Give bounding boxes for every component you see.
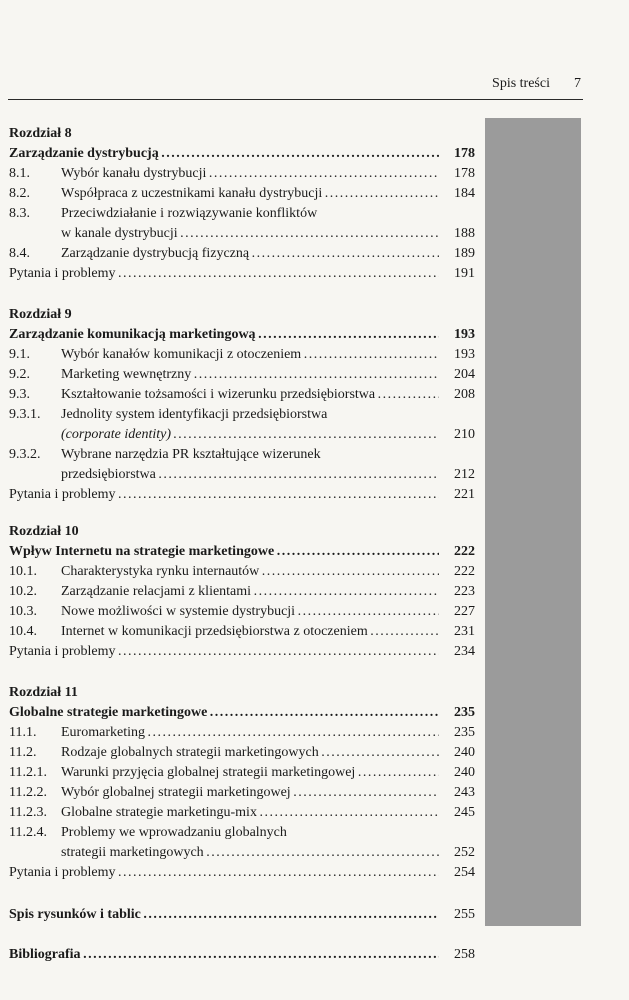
toc-entry — [9, 582, 475, 602]
toc-entry — [9, 803, 475, 823]
chapter-label: Rozdział 9 — [9, 307, 72, 322]
entry-text: Wybór kanału dystrybucji . . . — [61, 164, 439, 184]
entry-text: Globalne strategie marketingu-mix . . . — [61, 803, 439, 823]
toc-entry — [9, 425, 475, 445]
entry-text: w kanale dystrybucji . . . — [61, 224, 439, 244]
page-ref: 204 — [454, 367, 475, 382]
chapter-title-row — [9, 144, 475, 164]
entry-text: Wybór globalnej strategii marketingowej . . . — [61, 783, 439, 803]
chapter-label: Rozdział 8 — [9, 126, 72, 141]
questions-text: Pytania i problemy . . . — [9, 863, 439, 883]
toc-entry-first-line — [9, 823, 475, 843]
back-matter-title: Bibliografia . . . — [9, 945, 439, 965]
entry-text: Zarządzanie relacjami z klientami . . . — [61, 582, 439, 602]
entry-text: Rodzaje globalnych strategii marketingowych . . . — [61, 743, 439, 763]
thumb-index-tab — [485, 118, 581, 926]
questions-row — [9, 485, 475, 505]
chapter-title: Zarządzanie dystrybucją . . . — [9, 144, 439, 164]
page-ref: 210 — [454, 427, 475, 442]
questions-row — [9, 863, 475, 883]
entry-number: 10.2. — [9, 584, 37, 599]
page-ref: 240 — [454, 745, 475, 760]
toc-entry-first-line — [9, 204, 475, 224]
questions-row — [9, 264, 475, 284]
entry-number: 11.2.3. — [9, 805, 47, 820]
entry-text: Nowe możliwości w systemie dystrybucji . . . — [61, 602, 439, 622]
page-ref: 193 — [454, 327, 475, 342]
entry-text: (corporate identity) . . . — [61, 425, 439, 445]
entry-text-line1: Wybrane narzędzia PR kształtujące wizerunek — [61, 447, 321, 462]
page-ref: 235 — [454, 725, 475, 740]
section-title: Spis treści — [492, 76, 550, 91]
chapter-label: Rozdział 10 — [9, 524, 79, 539]
entry-number: 8.4. — [9, 246, 30, 261]
page-ref: 223 — [454, 584, 475, 599]
entry-number: 11.2. — [9, 745, 37, 760]
chapter-title: Wpływ Internetu na strategie marketingowe . . . — [9, 542, 439, 562]
entry-text: Warunki przyjęcia globalnej strategii marketingowej . . . — [61, 763, 439, 783]
toc-entry — [9, 602, 475, 622]
entry-number: 11.2.2. — [9, 785, 47, 800]
entry-text: Euromarketing . . . — [61, 723, 439, 743]
toc-entry — [9, 345, 475, 365]
toc-entry — [9, 224, 475, 244]
entry-number: 8.2. — [9, 186, 30, 201]
toc-entry-first-line — [9, 405, 475, 425]
toc-entry — [9, 244, 475, 264]
page-ref: 189 — [454, 246, 475, 261]
page-ref: 234 — [454, 644, 475, 659]
toc-entry — [9, 843, 475, 863]
entry-text-line1: Problemy we wprowadzaniu globalnych — [61, 825, 287, 840]
chapter-label: Rozdział 11 — [9, 685, 78, 700]
entry-number: 11.2.4. — [9, 825, 47, 840]
toc-entry-first-line — [9, 445, 475, 465]
back-matter-title: Spis rysunków i tablic . . . — [9, 905, 439, 925]
toc-entry — [9, 465, 475, 485]
entry-number: 11.2.1. — [9, 765, 47, 780]
toc-entry — [9, 184, 475, 204]
entry-text: Charakterystyka rynku internautów . . . — [61, 562, 439, 582]
page-ref: 258 — [454, 947, 475, 962]
header-rule — [8, 99, 583, 100]
page-ref: 191 — [454, 266, 475, 281]
page-ref: 193 — [454, 347, 475, 362]
page-ref: 231 — [454, 624, 475, 639]
entry-number: 9.3. — [9, 387, 30, 402]
entry-number: 11.1. — [9, 725, 37, 740]
chapter-title: Globalne strategie marketingowe . . . — [9, 703, 439, 723]
questions-text: Pytania i problemy . . . — [9, 485, 439, 505]
toc-entry — [9, 562, 475, 582]
questions-row — [9, 642, 475, 662]
entry-number: 8.1. — [9, 166, 30, 181]
toc-entry — [9, 783, 475, 803]
page-ref: 252 — [454, 845, 475, 860]
chapter-title: Zarządzanie komunikacją marketingową . . . — [9, 325, 439, 345]
page-ref: 178 — [454, 146, 475, 161]
entry-text: Współpraca z uczestnikami kanału dystrybucji . . . — [61, 184, 439, 204]
entry-number: 9.3.2. — [9, 447, 41, 462]
toc-entry — [9, 723, 475, 743]
entry-text: Marketing wewnętrzny . . . — [61, 365, 439, 385]
entry-number: 10.4. — [9, 624, 37, 639]
page-number: 7 — [574, 76, 581, 91]
questions-text: Pytania i problemy . . . — [9, 264, 439, 284]
entry-number: 9.2. — [9, 367, 30, 382]
page-ref: 184 — [454, 186, 475, 201]
page-ref: 243 — [454, 785, 475, 800]
toc-entry — [9, 164, 475, 184]
page-ref: 245 — [454, 805, 475, 820]
questions-text: Pytania i problemy . . . — [9, 642, 439, 662]
entry-number: 9.3.1. — [9, 407, 41, 422]
entry-text-line1: Przeciwdziałanie i rozwiązywanie konfliktów — [61, 206, 318, 221]
toc-entry — [9, 622, 475, 642]
toc-entry — [9, 763, 475, 783]
page-ref: 235 — [454, 705, 475, 720]
page-ref: 227 — [454, 604, 475, 619]
table-of-contents — [9, 124, 475, 965]
entry-text: przedsiębiorstwa . . . — [61, 465, 439, 485]
page-ref: 208 — [454, 387, 475, 402]
page-ref: 222 — [454, 564, 475, 579]
chapter-title-row — [9, 542, 475, 562]
page-ref: 254 — [454, 865, 475, 880]
entry-text: strategii marketingowych . . . — [61, 843, 439, 863]
back-matter-row — [9, 905, 475, 925]
page-ref: 255 — [454, 907, 475, 922]
back-matter-row — [9, 945, 475, 965]
page-ref: 212 — [454, 467, 475, 482]
entry-text: Internet w komunikacji przedsiębiorstwa z otoczeniem . . . — [61, 622, 439, 642]
chapter-title-row — [9, 325, 475, 345]
page-ref: 221 — [454, 487, 475, 502]
page-ref: 240 — [454, 765, 475, 780]
page-ref: 188 — [454, 226, 475, 241]
entry-number: 8.3. — [9, 206, 30, 221]
toc-entry — [9, 743, 475, 763]
entry-number: 10.3. — [9, 604, 37, 619]
entry-text: Zarządzanie dystrybucją fizyczną . . . — [61, 244, 439, 264]
toc-entry — [9, 385, 475, 405]
entry-text: Wybór kanałów komunikacji z otoczeniem . . . — [61, 345, 439, 365]
page-ref: 178 — [454, 166, 475, 181]
toc-entry — [9, 365, 475, 385]
entry-number: 9.1. — [9, 347, 30, 362]
entry-text-line1: Jednolity system identyfikacji przedsiębiorstwa — [61, 407, 328, 422]
page-ref: 222 — [454, 544, 475, 559]
entry-text: Kształtowanie tożsamości i wizerunku przedsiębiorstwa . . . — [61, 385, 439, 405]
chapter-title-row — [9, 703, 475, 723]
running-head — [0, 76, 581, 92]
entry-number: 10.1. — [9, 564, 37, 579]
